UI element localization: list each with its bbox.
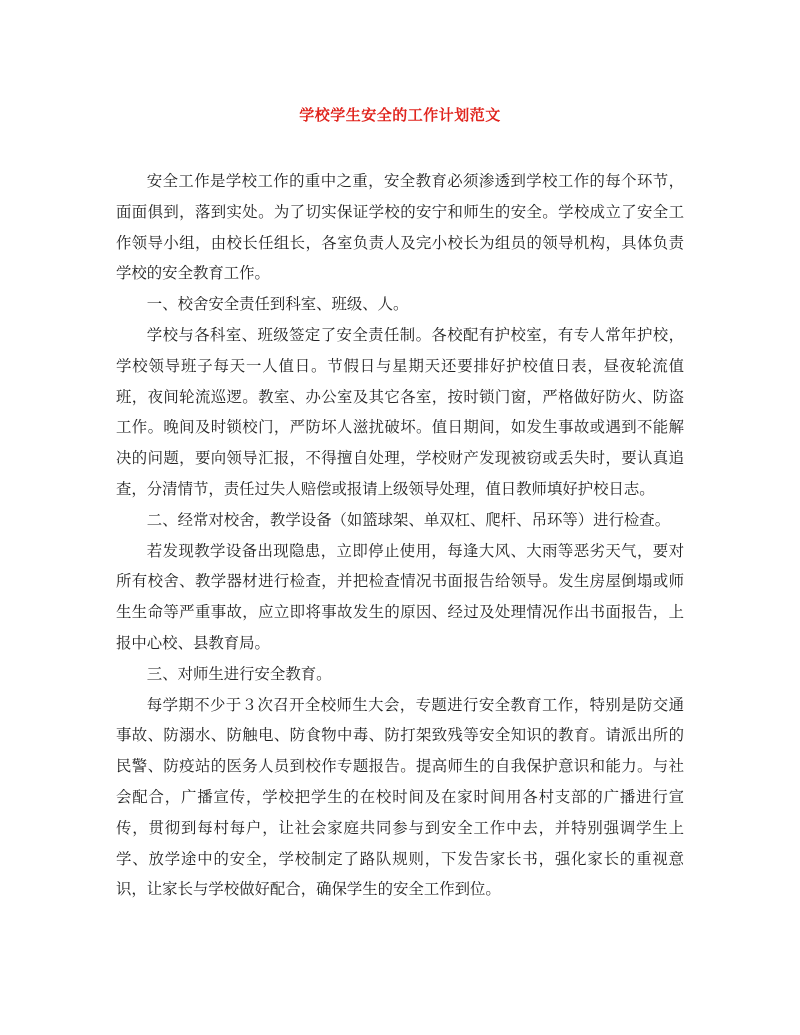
paragraph-intro: 安全工作是学校工作的重中之重，安全教育必须渗透到学校工作的每个环节，面面俱到，落到实处。为了切实保证学校的安宁和师生的安全。学校成立了安全工作领导小组，由校长任组长，各室负责人及完小校长为组员的领导机构，具体负责学校的安全教育工作。 xyxy=(116,172,684,283)
section-heading-2: 二、经常对校舍，教学设备（如篮球架、单双杠、爬杆、吊环等）进行检查。 xyxy=(146,510,671,529)
paragraph-section-1: 学校与各科室、班级签定了安全责任制。各校配有护校室，有专人常年护校，学校领导班子每天一人值日。节假日与星期天还要排好护校值日表，昼夜轮流值班，夜间轮流巡逻。教室、办公室及其它各室，按时锁门窗，严格做好防火、防盗工作。晚间及时锁校门，严防坏人滋扰破坏。值日期间，如发生事故或遇到不能解决的问题，要向领导汇报，不得擅自处理，学校财产发现被窃或丢失时，要认真追查，分清情节，责任过失人赔偿或报请上级领导处理，值日教师填好护校日志。 xyxy=(116,325,684,498)
section-heading-3: 三、对师生进行安全教育。 xyxy=(146,664,332,683)
paragraph-section-2: 若发现教学设备出现隐患，立即停止使用，每逢大风、大雨等恶劣天气，要对所有校舍、教学器材进行检查，并把检查情况书面报告给领导。发生房屋倒塌或师生生命等严重事故，应立即将事故发生的原因、经过及处理情况作出书面报告，上报中心校、县教育局。 xyxy=(116,541,684,652)
section-heading-1: 一、校舍安全责任到科室、班级、人。 xyxy=(146,295,409,314)
document-body xyxy=(116,166,684,905)
paragraph-section-3: 每学期不少于３次召开全校师生大会，专题进行安全教育工作，特别是防交通事故、防溺水、防触电、防食物中毒、防打架致残等安全知识的教育。请派出所的民警、防疫站的医务人员到校作专题报告。提高师生的自我保护意识和能力。与社会配合，广播宣传，学校把学生的在校时间及在家时间用各村支部的广播进行宣传，贯彻到每村每户，让社会家庭共同参与到安全工作中去，并特别强调学生上学、放学途中的安全，学校制定了路队规则，下发告家长书，强化家长的重视意识，让家长与学校做好配合，确保学生的安全工作到位。 xyxy=(116,695,684,899)
document-title: 学校学生安全的工作计划范文 xyxy=(299,106,501,124)
